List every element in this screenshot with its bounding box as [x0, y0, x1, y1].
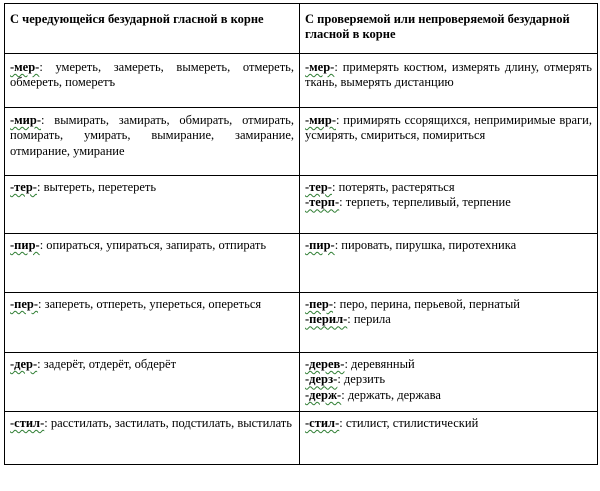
- word-root: -дерз-: [305, 372, 338, 387]
- table-row: [5, 234, 598, 293]
- cell-checked-vowel: [300, 54, 598, 108]
- example-words: : вытереть, перетереть: [36, 180, 157, 194]
- table-row: [5, 412, 598, 465]
- word-root: -стил-: [10, 416, 45, 430]
- rule-entry: [10, 297, 294, 312]
- word-root: -тер-: [305, 180, 332, 194]
- rule-entry: [10, 357, 294, 372]
- rule-entry: [10, 113, 294, 159]
- example-words: : перила: [347, 312, 391, 327]
- example-words: : пировать, пирушка, пиротехника: [334, 238, 517, 252]
- cell-alternating-vowel: [5, 54, 300, 108]
- word-root: -пер-: [305, 297, 334, 311]
- cell-alternating-vowel: [5, 234, 300, 293]
- rule-entry: [305, 238, 592, 253]
- rule-entry: [10, 180, 294, 195]
- rule-entry: [305, 372, 592, 387]
- example-words: : расстилать, застилать, подстилать, выстилать: [44, 416, 292, 430]
- cell-checked-vowel: [300, 293, 598, 353]
- rule-entry: [305, 180, 592, 195]
- table-row: [5, 293, 598, 353]
- word-root: -мер-: [10, 60, 40, 74]
- table-row: [5, 54, 598, 108]
- rule-entry: [305, 312, 592, 327]
- word-root: -мер-: [305, 60, 335, 74]
- header-checked-vowel: [300, 4, 598, 54]
- table-header-row: [5, 4, 598, 54]
- table-row: [5, 108, 598, 176]
- word-root: -стил-: [305, 416, 340, 430]
- word-root: -мир-: [10, 113, 41, 127]
- rule-entry: [10, 60, 294, 91]
- example-words: : потерять, растеряться: [331, 180, 455, 194]
- rule-entry: [305, 416, 592, 431]
- example-words: : терпеть, терпеливый, терпение: [339, 195, 511, 210]
- example-words: : стилист, стилистический: [339, 416, 479, 430]
- cell-alternating-vowel: [5, 108, 300, 176]
- rule-entry: [305, 297, 592, 312]
- rule-entry: [305, 357, 592, 372]
- example-words: : примерять костюм, измерять длину, отмерять ткань, вымерять дистанцию: [305, 60, 592, 90]
- header-alternating-vowel: [5, 4, 300, 54]
- table-row: [5, 176, 598, 234]
- header-left-text: С чередующейся безударной гласной в корне: [10, 12, 264, 26]
- cell-checked-vowel: [300, 353, 598, 412]
- cell-alternating-vowel: [5, 353, 300, 412]
- example-words: : деревянный: [344, 357, 415, 371]
- table-body: [5, 4, 598, 465]
- word-root: -терп-: [305, 195, 340, 210]
- cell-checked-vowel: [300, 176, 598, 234]
- word-root: -дерев-: [305, 357, 345, 371]
- rule-entry: [305, 195, 592, 210]
- word-root: -пир-: [10, 238, 40, 252]
- example-words: : умереть, замереть, вымереть, отмереть, обмереть, померетъ: [10, 60, 294, 90]
- table-row: [5, 353, 598, 412]
- cell-alternating-vowel: [5, 412, 300, 465]
- example-words: : дерзить: [337, 372, 386, 387]
- word-root: -держ-: [305, 387, 342, 402]
- cell-alternating-vowel: [5, 176, 300, 234]
- word-root: -тер-: [10, 180, 37, 194]
- rule-entry: [305, 60, 592, 91]
- rule-entry: [10, 238, 294, 253]
- word-root: -дер-: [10, 357, 38, 371]
- word-root: -перил-: [305, 312, 348, 327]
- example-words: : задерёт, отдерёт, обдерёт: [37, 357, 177, 371]
- rule-entry: [10, 416, 294, 431]
- word-root: -мир-: [305, 113, 336, 127]
- word-root: -пер-: [10, 297, 39, 311]
- example-words: : держать, держава: [341, 387, 441, 402]
- rule-entry: [305, 388, 592, 403]
- example-words: : примирять ссорящихся, непримиримые враги, усмирять, смириться, помириться: [305, 113, 592, 143]
- cell-checked-vowel: [300, 108, 598, 176]
- cell-checked-vowel: [300, 234, 598, 293]
- cell-checked-vowel: [300, 412, 598, 465]
- rule-entry: [305, 113, 592, 144]
- example-words: : перо, перина, перьевой, пернатый: [333, 297, 520, 311]
- header-right-text: С проверяемой или непроверяемой безударной гласной в корне: [305, 12, 570, 42]
- word-root: -пир-: [305, 238, 335, 252]
- cell-alternating-vowel: [5, 293, 300, 353]
- spelling-rules-table: [4, 3, 598, 465]
- example-words: : вымирать, замирать, обмирать, отмирать, помирать, умирать, вымирание, замирание, отмирание, умирание: [10, 113, 294, 158]
- example-words: : опираться, упираться, запирать, отпирать: [39, 238, 267, 252]
- example-words: : запереть, отпереть, упереться, опереться: [38, 297, 262, 311]
